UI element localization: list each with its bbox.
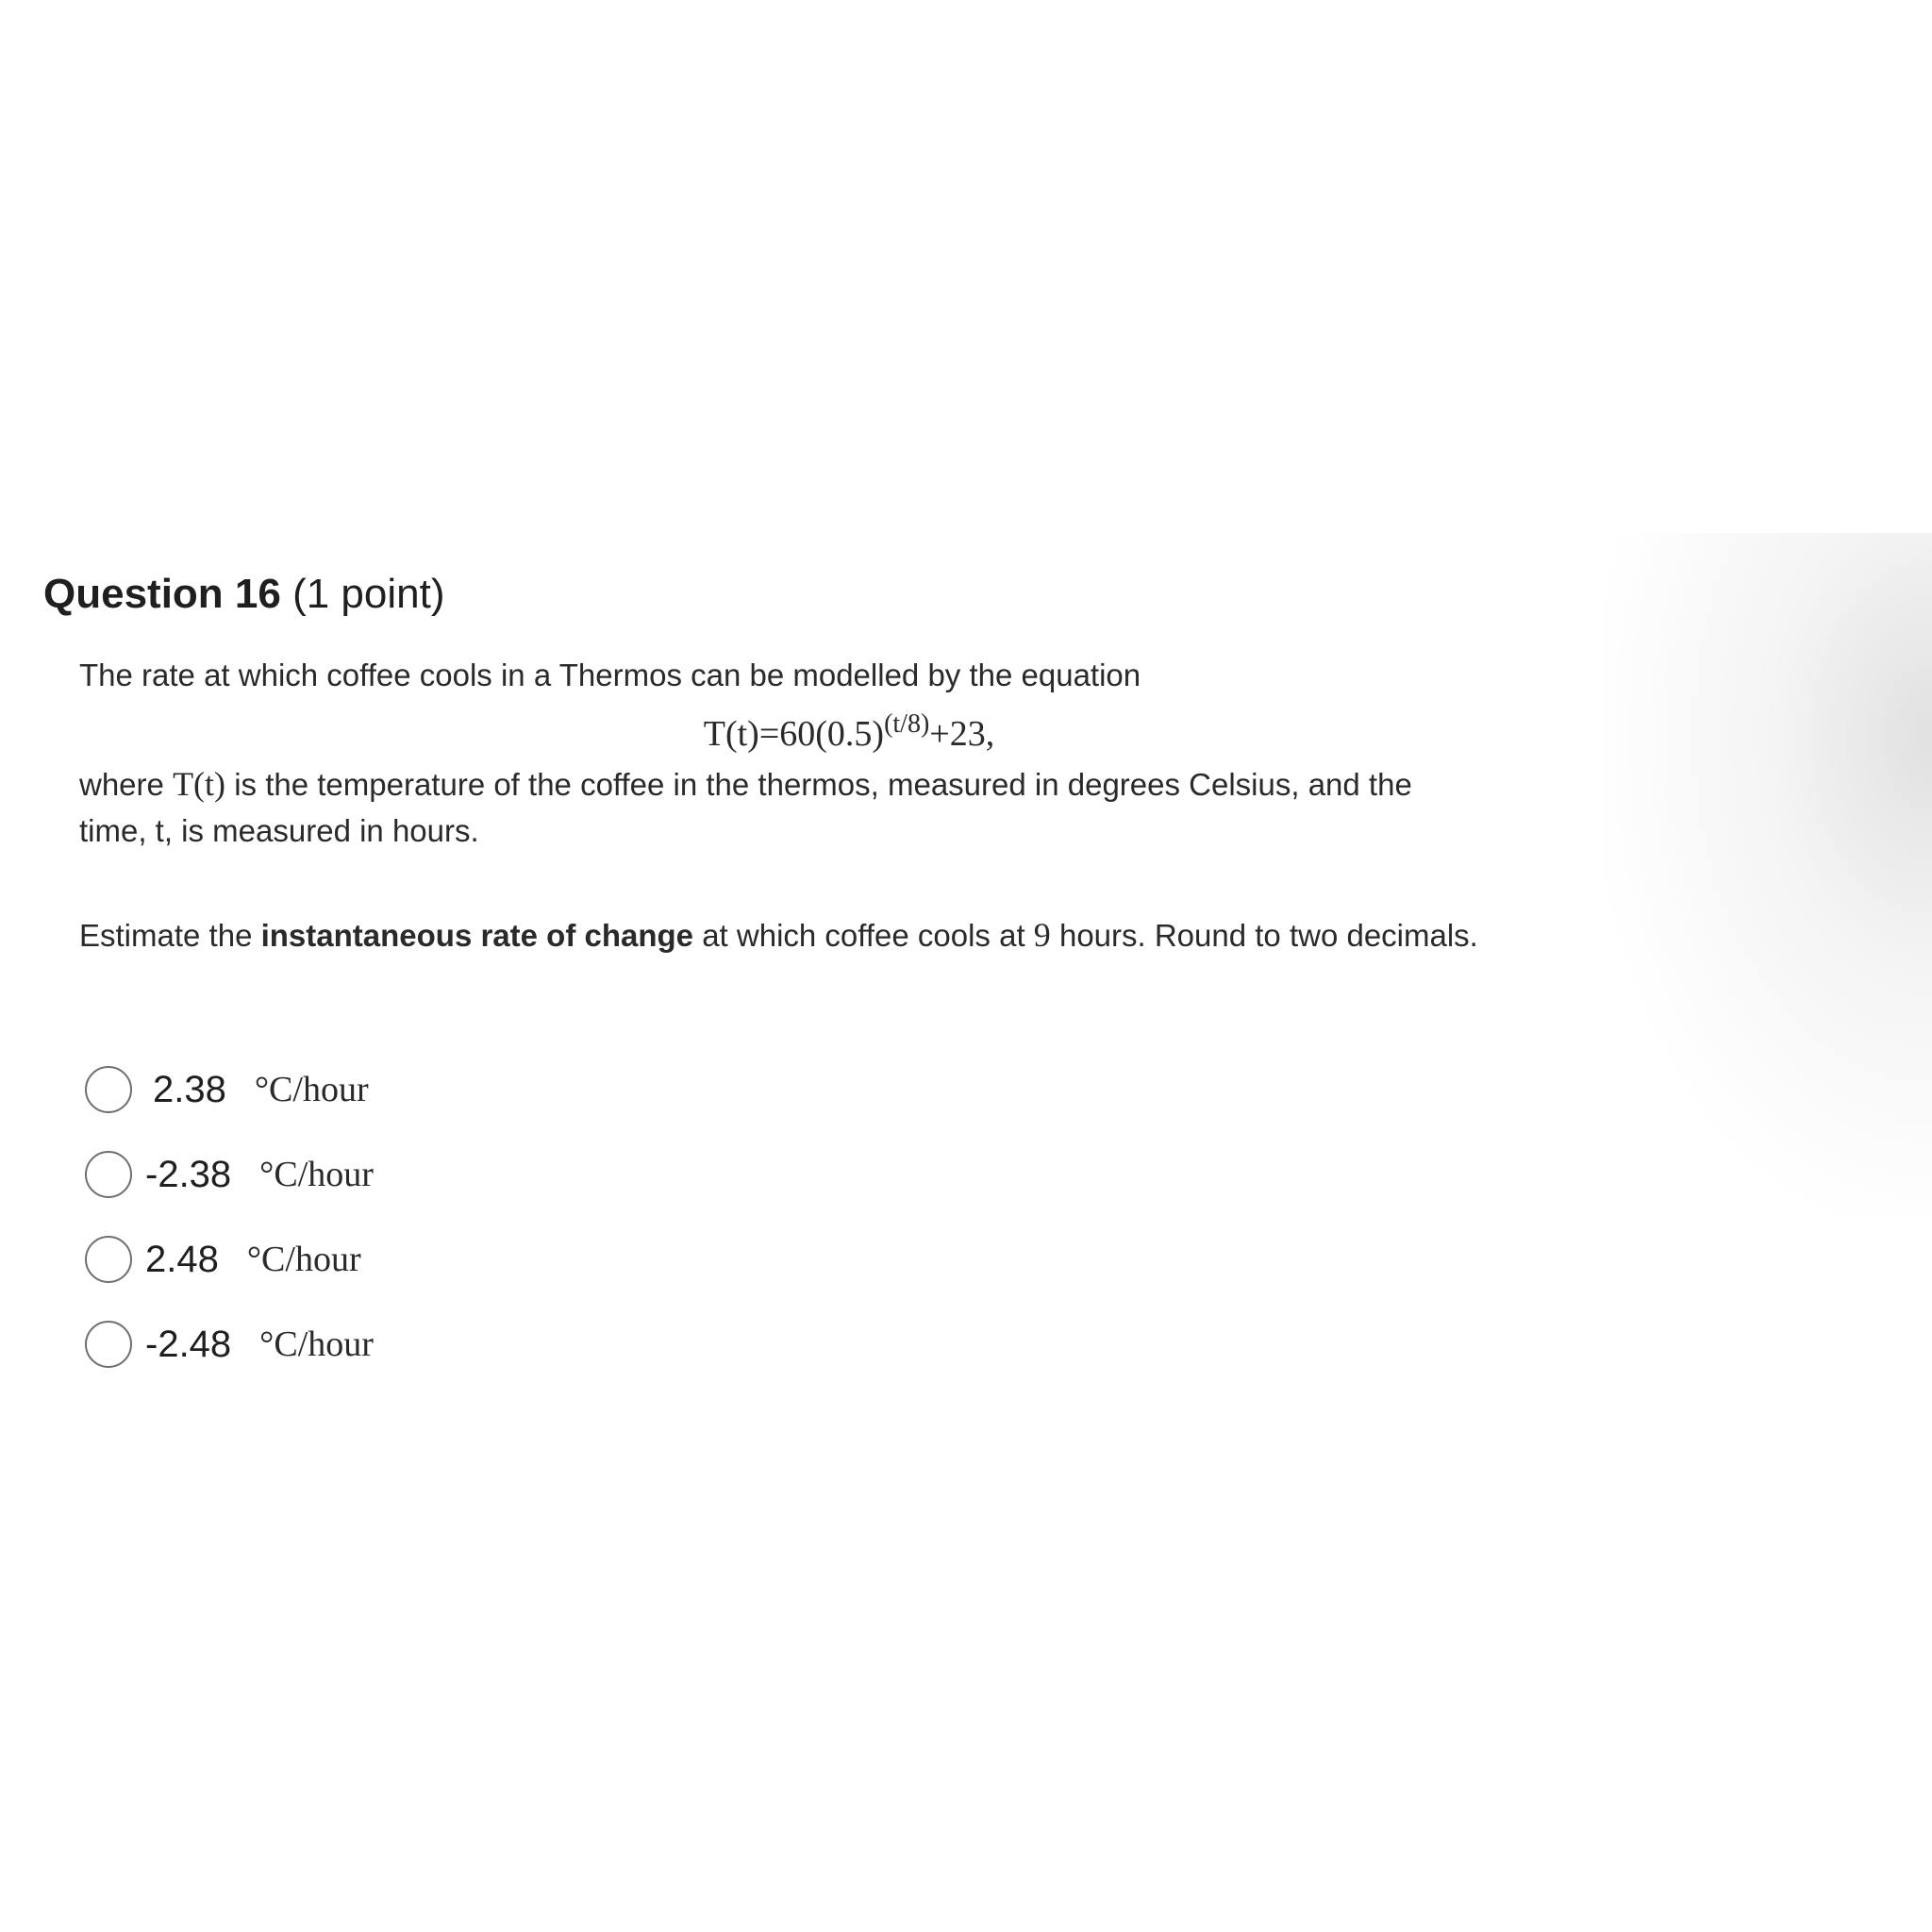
estimate-bold: instantaneous rate of change: [260, 918, 694, 953]
answer-option[interactable]: [85, 1317, 374, 1372]
radio-button[interactable]: [85, 1066, 132, 1113]
estimate-middle: at which coffee cools at: [693, 918, 1034, 953]
answer-option[interactable]: [85, 1232, 374, 1287]
option-value[interactable]: 2.38: [153, 1068, 226, 1110]
estimate-suffix: hours. Round to two decimals.: [1050, 918, 1478, 953]
radio-button[interactable]: [85, 1321, 132, 1368]
option-value[interactable]: 2.48: [145, 1238, 219, 1280]
where-prefix: where: [79, 767, 174, 802]
answer-options: [85, 1062, 374, 1402]
question-title: Question 16: [43, 571, 281, 617]
where-line: [79, 760, 1589, 808]
equation-tail: +23,: [929, 714, 995, 754]
option-value[interactable]: -2.48: [145, 1323, 232, 1365]
where-rest: is the temperature of the coffee in the thermos, measured in degrees Celsius, and the: [225, 767, 1412, 802]
time-line: time, t, is measured in hours.: [79, 813, 479, 848]
answer-option[interactable]: [85, 1147, 374, 1202]
option-unit: °C/hour: [259, 1155, 374, 1194]
question-block: [43, 566, 1572, 623]
option-value[interactable]: -2.38: [145, 1153, 232, 1195]
radio-button[interactable]: [85, 1151, 132, 1198]
question-header: [43, 566, 1572, 623]
question-points: (1 point): [292, 571, 445, 617]
equation: [0, 709, 1698, 755]
estimate-prefix: Estimate the: [79, 918, 261, 953]
option-unit: °C/hour: [254, 1070, 369, 1109]
where-math: T(t): [173, 765, 226, 803]
equation-exponent: (t/8): [884, 709, 930, 739]
estimate-math: 9: [1033, 916, 1051, 954]
equation-main: T(t)=60(0.5): [703, 714, 885, 754]
estimate-instruction: [79, 911, 1589, 959]
question-intro: The rate at which coffee cools in a Thermos can be modelled by the equation: [79, 658, 1141, 692]
answer-option[interactable]: [85, 1062, 374, 1117]
option-unit: °C/hour: [259, 1324, 374, 1364]
background-shadow: [1604, 533, 1932, 1212]
option-unit: °C/hour: [246, 1240, 361, 1279]
radio-button[interactable]: [85, 1236, 132, 1283]
